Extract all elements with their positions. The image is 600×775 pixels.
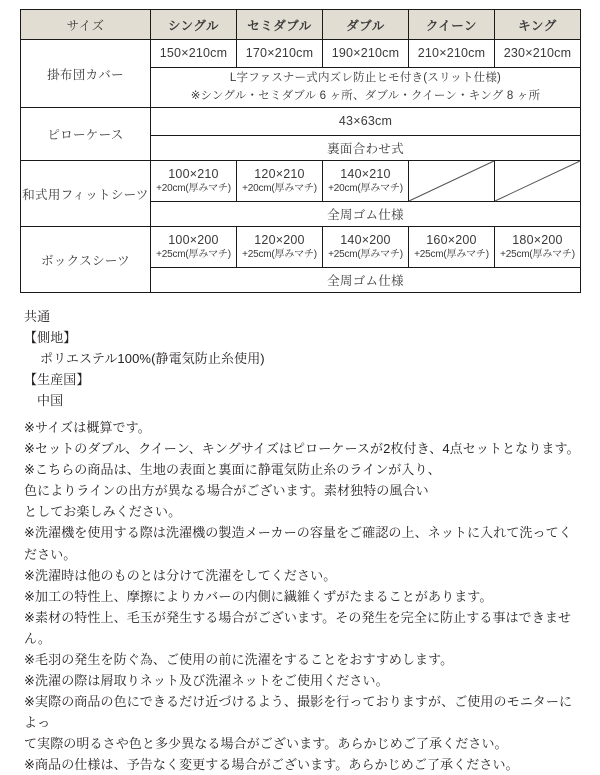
duvet-note-line-2: ※シングル・セミダブル 6 ヶ所、ダブル・クイーン・キング 8 ヶ所 (190, 89, 541, 102)
header-double: ダブル (323, 10, 409, 40)
duvet-dim-queen: 210×210cm (409, 40, 495, 68)
country-heading: 【生産国】 (24, 372, 90, 388)
duvet-dim-double: 190×210cm (323, 40, 409, 68)
table-row-duvet-cover-dims (21, 40, 581, 68)
duvet-dim-single: 150×210cm (151, 40, 237, 68)
duvet-dim-king: 230×210cm (495, 40, 581, 68)
washiki-unavailable-king (495, 161, 581, 202)
row-label-pillowcase: ピローケース (21, 108, 151, 161)
duvet-dim-semidouble: 170×210cm (237, 40, 323, 68)
note-item: ※商品の仕様は、予告なく変更する場合がございます。あらかじめご了承ください。 (24, 756, 519, 772)
note-item: ※実際の商品の色にできるだけ近づけるよう、撮影を行っておりますが、ご使用のモニターによっ (24, 693, 573, 730)
header-queen: クイーン (409, 10, 495, 40)
box-sheet-dim-king: 180×200 +25cm(厚みマチ) (495, 227, 581, 268)
pillowcase-closure-spec: 裏面合わせ式 (151, 136, 581, 161)
note-item: ※こちらの商品は、生地の表面と裏面に静電気防止糸のラインが入り、 (24, 462, 441, 478)
common-heading: 共通 (24, 309, 51, 324)
row-label-box-sheet: ボックスシーツ (21, 227, 151, 293)
country-value: 中国 (37, 393, 64, 409)
pillowcase-dim-all: 43×63cm (151, 108, 581, 136)
spec-table-container (20, 9, 580, 293)
note-item: ※セットのダブル、クイーン、キングサイズはピローケースが2枚付き、4点セットとなります。 (24, 441, 580, 457)
fabric-heading: 【側地】 (24, 330, 77, 346)
box-sheet-dim-double: 140×200 +25cm(厚みマチ) (323, 227, 409, 268)
note-item-continuation: て実際の明るさや色と多少異なる場合がございます。あらかじめご了承ください。 (24, 735, 508, 751)
row-label-washiki-fitted-sheet: 和式用フィットシーツ (21, 161, 151, 227)
table-row-washiki-fitted-dims (21, 161, 581, 202)
note-item: ※加工の特性上、摩擦によりカバーの内側に繊維くずがたまることがあります。 (24, 588, 493, 604)
note-item: ※毛羽の発生を防ぐ為、ご使用の前に洗濯をすることをおすすめします。 (24, 651, 454, 667)
washiki-elastic-spec: 全周ゴム仕様 (151, 202, 581, 227)
washiki-dim-single: 100×210 +20cm(厚みマチ) (151, 161, 237, 202)
note-item: ※素材の特性上、毛玉が発生する場合がございます。その発生を完全に防止する事はできません。 (24, 609, 572, 646)
table-header-row (21, 10, 581, 40)
table-row-pillowcase-dims (21, 108, 581, 136)
duvet-cover-feature-note (151, 68, 581, 108)
washiki-dim-double: 140×210 +20cm(厚みマチ) (323, 161, 409, 202)
header-single: シングル (151, 10, 237, 40)
material-block (24, 306, 584, 411)
note-item: ※洗濯時は他のものとは分けて洗濯をしてください。 (24, 567, 337, 583)
box-sheet-elastic-spec: 全周ゴム仕様 (151, 268, 581, 293)
row-label-duvet-cover: 掛布団カバー (21, 40, 151, 108)
washiki-dim-semidouble: 120×210 +20cm(厚みマチ) (237, 161, 323, 202)
box-sheet-dim-single: 100×200 +25cm(厚みマチ) (151, 227, 237, 268)
box-sheet-dim-semidouble: 120×200 +25cm(厚みマチ) (237, 227, 323, 268)
product-spec-table (20, 9, 581, 293)
fabric-value: ポリエステル100%(静電気防止糸使用) (40, 351, 265, 367)
note-item: ※洗濯機を使用する際は洗濯機の製造メーカーの容量をご確認の上、ネットに入れて洗ってください。 (24, 525, 572, 562)
table-row-box-sheet-dims (21, 227, 581, 268)
header-king: キング (495, 10, 581, 40)
note-item: ※サイズは概算です。 (24, 420, 151, 436)
header-size-label: サイズ (21, 10, 151, 40)
box-sheet-dim-queen: 160×200 +25cm(厚みマチ) (409, 227, 495, 268)
duvet-note-line-1: L字ファスナー式内ズレ防止ヒモ付き(スリット仕様) (229, 71, 502, 84)
disclaimer-list (24, 417, 584, 775)
header-semidouble: セミダブル (237, 10, 323, 40)
note-item: ※洗濯の際は屑取りネット及び洗濯ネットをご使用ください。 (24, 672, 389, 688)
diagonal-slash-icon (495, 161, 580, 201)
note-item-continuation: 色によりラインの出方が異なる場合がございます。素材独特の風合い (24, 483, 429, 499)
notes-section (24, 306, 584, 775)
washiki-unavailable-queen (409, 161, 495, 202)
diagonal-slash-icon (409, 161, 494, 201)
note-item-continuation: としてお楽しみください。 (24, 504, 182, 520)
